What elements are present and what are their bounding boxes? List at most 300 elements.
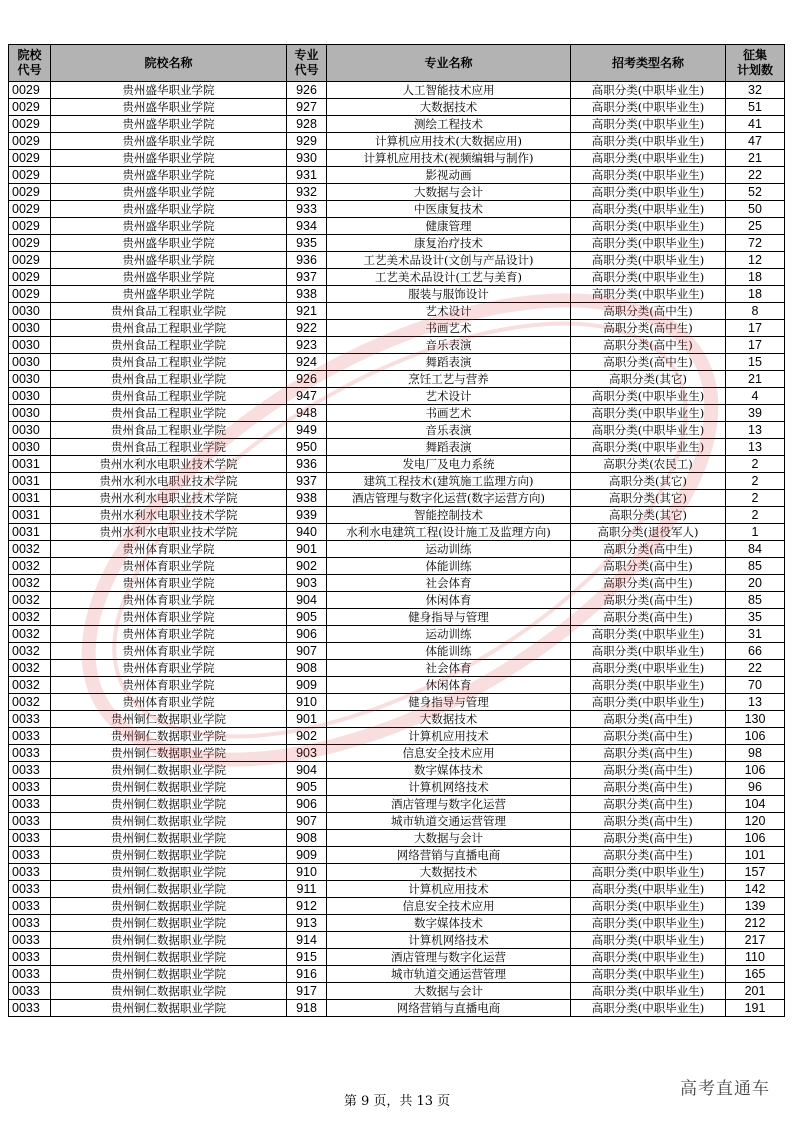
table-row (9, 983, 785, 1000)
school-name-cell: 贵州铜仁数据职业学院 (51, 745, 287, 762)
table-row (9, 201, 785, 218)
major-code-cell: 936 (287, 456, 327, 473)
school-name-cell: 贵州盛华职业学院 (51, 201, 287, 218)
type-name-cell: 高职分类(高中生) (571, 303, 726, 320)
table-row (9, 558, 785, 575)
major-code-cell: 923 (287, 337, 327, 354)
table-row (9, 575, 785, 592)
plan-count-cell: 13 (726, 422, 785, 439)
major-name-cell: 体能训练 (327, 643, 571, 660)
type-name-cell: 高职分类(中职毕业生) (571, 167, 726, 184)
type-name-cell: 高职分类(中职毕业生) (571, 677, 726, 694)
plan-count-cell: 8 (726, 303, 785, 320)
table-row (9, 252, 785, 269)
table-row (9, 150, 785, 167)
school-code-cell: 0031 (9, 524, 51, 541)
table-row (9, 235, 785, 252)
school-code-cell: 0029 (9, 167, 51, 184)
type-name-cell: 高职分类(中职毕业生) (571, 660, 726, 677)
major-name-cell: 舞蹈表演 (327, 439, 571, 456)
major-code-cell: 940 (287, 524, 327, 541)
type-name-cell: 高职分类(高中生) (571, 320, 726, 337)
school-name-cell: 贵州食品工程职业学院 (51, 354, 287, 371)
school-name-cell: 贵州铜仁数据职业学院 (51, 915, 287, 932)
major-code-cell: 901 (287, 541, 327, 558)
school-name-cell: 贵州食品工程职业学院 (51, 371, 287, 388)
school-name-cell: 贵州盛华职业学院 (51, 252, 287, 269)
plan-count-cell: 32 (726, 82, 785, 99)
major-name-cell: 信息安全技术应用 (327, 745, 571, 762)
table-row (9, 456, 785, 473)
school-name-cell: 贵州盛华职业学院 (51, 235, 287, 252)
table-row (9, 218, 785, 235)
type-name-cell: 高职分类(高中生) (571, 830, 726, 847)
major-code-cell: 926 (287, 371, 327, 388)
school-code-cell: 0033 (9, 983, 51, 1000)
major-code-cell: 903 (287, 575, 327, 592)
major-code-cell: 924 (287, 354, 327, 371)
type-name-cell: 高职分类(中职毕业生) (571, 1000, 726, 1017)
major-name-cell: 计算机应用技术 (327, 728, 571, 745)
major-name-cell: 音乐表演 (327, 422, 571, 439)
major-name-cell: 大数据与会计 (327, 184, 571, 201)
major-name-cell: 健康管理 (327, 218, 571, 235)
type-name-cell: 高职分类(中职毕业生) (571, 949, 726, 966)
school-name-cell: 贵州食品工程职业学院 (51, 337, 287, 354)
school-name-cell: 贵州盛华职业学院 (51, 133, 287, 150)
school-code-cell: 0029 (9, 99, 51, 116)
table-row (9, 881, 785, 898)
school-code-cell: 0032 (9, 643, 51, 660)
plan-count-cell: 106 (726, 762, 785, 779)
major-name-cell: 健身指导与管理 (327, 694, 571, 711)
major-name-cell: 测绘工程技术 (327, 116, 571, 133)
school-code-cell: 0032 (9, 626, 51, 643)
major-name-cell: 音乐表演 (327, 337, 571, 354)
school-name-cell: 贵州铜仁数据职业学院 (51, 932, 287, 949)
school-code-cell: 0029 (9, 252, 51, 269)
table-row (9, 609, 785, 626)
plan-count-cell: 2 (726, 490, 785, 507)
major-name-cell: 休闲体育 (327, 677, 571, 694)
table-row (9, 82, 785, 99)
school-name-cell: 贵州盛华职业学院 (51, 167, 287, 184)
plan-count-cell: 142 (726, 881, 785, 898)
plan-count-cell: 110 (726, 949, 785, 966)
table-row (9, 541, 785, 558)
school-code-cell: 0029 (9, 218, 51, 235)
major-code-cell: 913 (287, 915, 327, 932)
school-code-cell: 0029 (9, 269, 51, 286)
school-code-cell: 0033 (9, 1000, 51, 1017)
major-code-cell: 927 (287, 99, 327, 116)
major-code-cell: 916 (287, 966, 327, 983)
school-code-cell: 0032 (9, 694, 51, 711)
major-code-cell: 934 (287, 218, 327, 235)
school-name-cell: 贵州铜仁数据职业学院 (51, 847, 287, 864)
table-row (9, 286, 785, 303)
school-name-cell: 贵州食品工程职业学院 (51, 439, 287, 456)
major-code-cell: 947 (287, 388, 327, 405)
school-name-cell: 贵州铜仁数据职业学院 (51, 762, 287, 779)
major-code-cell: 918 (287, 1000, 327, 1017)
school-name-cell: 贵州铜仁数据职业学院 (51, 813, 287, 830)
major-code-cell: 907 (287, 643, 327, 660)
type-name-cell: 高职分类(高中生) (571, 813, 726, 830)
school-code-cell: 0029 (9, 201, 51, 218)
type-name-cell: 高职分类(中职毕业生) (571, 99, 726, 116)
plan-count-cell: 31 (726, 626, 785, 643)
table-row (9, 507, 785, 524)
major-code-cell: 938 (287, 490, 327, 507)
school-name-cell: 贵州水利水电职业技术学院 (51, 473, 287, 490)
major-code-cell: 904 (287, 592, 327, 609)
school-name-cell: 贵州水利水电职业技术学院 (51, 507, 287, 524)
plan-count-cell: 66 (726, 643, 785, 660)
school-code-cell: 0029 (9, 82, 51, 99)
major-code-cell: 909 (287, 847, 327, 864)
major-name-cell: 城市轨道交通运营管理 (327, 813, 571, 830)
table-body (9, 82, 785, 1017)
major-name-cell: 运动训练 (327, 541, 571, 558)
header-type-name: 招考类型名称 (571, 45, 726, 82)
school-code-cell: 0033 (9, 762, 51, 779)
type-name-cell: 高职分类(中职毕业生) (571, 150, 726, 167)
plan-count-cell: 22 (726, 660, 785, 677)
table-row (9, 830, 785, 847)
major-code-cell: 948 (287, 405, 327, 422)
table-row (9, 694, 785, 711)
major-code-cell: 914 (287, 932, 327, 949)
plan-count-cell: 2 (726, 473, 785, 490)
major-code-cell: 929 (287, 133, 327, 150)
table-row (9, 337, 785, 354)
plan-count-cell: 47 (726, 133, 785, 150)
type-name-cell: 高职分类(其它) (571, 473, 726, 490)
header-school-code: 院校 代号 (9, 45, 51, 82)
plan-count-cell: 17 (726, 337, 785, 354)
major-code-cell: 936 (287, 252, 327, 269)
school-code-cell: 0033 (9, 813, 51, 830)
major-code-cell: 906 (287, 796, 327, 813)
table-row (9, 949, 785, 966)
table-row (9, 167, 785, 184)
plan-count-cell: 12 (726, 252, 785, 269)
major-code-cell: 910 (287, 694, 327, 711)
major-name-cell: 运动训练 (327, 626, 571, 643)
major-code-cell: 937 (287, 473, 327, 490)
major-code-cell: 907 (287, 813, 327, 830)
header-plan-count: 征集 计划数 (726, 45, 785, 82)
major-code-cell: 911 (287, 881, 327, 898)
school-name-cell: 贵州盛华职业学院 (51, 116, 287, 133)
table-row (9, 439, 785, 456)
table-row (9, 745, 785, 762)
plan-count-cell: 98 (726, 745, 785, 762)
type-name-cell: 高职分类(中职毕业生) (571, 388, 726, 405)
major-code-cell: 950 (287, 439, 327, 456)
type-name-cell: 高职分类(中职毕业生) (571, 983, 726, 1000)
table-row (9, 643, 785, 660)
plan-count-cell: 85 (726, 592, 785, 609)
type-name-cell: 高职分类(高中生) (571, 728, 726, 745)
type-name-cell: 高职分类(高中生) (571, 354, 726, 371)
school-code-cell: 0033 (9, 745, 51, 762)
plan-count-cell: 191 (726, 1000, 785, 1017)
school-code-cell: 0032 (9, 558, 51, 575)
type-name-cell: 高职分类(中职毕业生) (571, 422, 726, 439)
school-name-cell: 贵州体育职业学院 (51, 575, 287, 592)
major-name-cell: 建筑工程技术(建筑施工监理方向) (327, 473, 571, 490)
major-name-cell: 工艺美术品设计(文创与产品设计) (327, 252, 571, 269)
major-name-cell: 艺术设计 (327, 388, 571, 405)
table-row (9, 303, 785, 320)
table-row (9, 354, 785, 371)
school-code-cell: 0030 (9, 388, 51, 405)
school-code-cell: 0030 (9, 405, 51, 422)
plan-count-cell: 1 (726, 524, 785, 541)
major-code-cell: 902 (287, 558, 327, 575)
table-row (9, 133, 785, 150)
major-name-cell: 工艺美术品设计(工艺与美育) (327, 269, 571, 286)
major-code-cell: 922 (287, 320, 327, 337)
school-code-cell: 0033 (9, 830, 51, 847)
school-name-cell: 贵州铜仁数据职业学院 (51, 711, 287, 728)
school-name-cell: 贵州体育职业学院 (51, 643, 287, 660)
header-school-name: 院校名称 (51, 45, 287, 82)
table-row (9, 320, 785, 337)
major-name-cell: 艺术设计 (327, 303, 571, 320)
major-code-cell: 931 (287, 167, 327, 184)
major-name-cell: 大数据技术 (327, 99, 571, 116)
major-name-cell: 计算机网络技术 (327, 932, 571, 949)
table-row (9, 422, 785, 439)
major-name-cell: 酒店管理与数字化运营 (327, 796, 571, 813)
plan-count-cell: 106 (726, 830, 785, 847)
plan-count-cell: 84 (726, 541, 785, 558)
plan-count-cell: 70 (726, 677, 785, 694)
plan-count-cell: 2 (726, 456, 785, 473)
major-code-cell: 933 (287, 201, 327, 218)
major-code-cell: 909 (287, 677, 327, 694)
school-name-cell: 贵州铜仁数据职业学院 (51, 983, 287, 1000)
plan-count-cell: 18 (726, 286, 785, 303)
school-name-cell: 贵州食品工程职业学院 (51, 388, 287, 405)
school-code-cell: 0033 (9, 796, 51, 813)
major-name-cell: 网络营销与直播电商 (327, 1000, 571, 1017)
school-code-cell: 0031 (9, 507, 51, 524)
major-name-cell: 城市轨道交通运营管理 (327, 966, 571, 983)
type-name-cell: 高职分类(中职毕业生) (571, 116, 726, 133)
major-code-cell: 908 (287, 830, 327, 847)
type-name-cell: 高职分类(中职毕业生) (571, 966, 726, 983)
table-row (9, 473, 785, 490)
major-name-cell: 数字媒体技术 (327, 915, 571, 932)
school-name-cell: 贵州铜仁数据职业学院 (51, 1000, 287, 1017)
school-name-cell: 贵州铜仁数据职业学院 (51, 796, 287, 813)
type-name-cell: 高职分类(中职毕业生) (571, 286, 726, 303)
school-name-cell: 贵州食品工程职业学院 (51, 405, 287, 422)
school-code-cell: 0033 (9, 711, 51, 728)
type-name-cell: 高职分类(高中生) (571, 779, 726, 796)
plan-count-cell: 165 (726, 966, 785, 983)
plan-count-cell: 18 (726, 269, 785, 286)
major-code-cell: 932 (287, 184, 327, 201)
major-name-cell: 计算机网络技术 (327, 779, 571, 796)
plan-count-cell: 22 (726, 167, 785, 184)
table-row (9, 677, 785, 694)
major-name-cell: 书画艺术 (327, 405, 571, 422)
plan-count-cell: 51 (726, 99, 785, 116)
plan-count-cell: 104 (726, 796, 785, 813)
major-name-cell: 人工智能技术应用 (327, 82, 571, 99)
school-code-cell: 0033 (9, 779, 51, 796)
type-name-cell: 高职分类(中职毕业生) (571, 881, 726, 898)
school-code-cell: 0029 (9, 286, 51, 303)
type-name-cell: 高职分类(中职毕业生) (571, 133, 726, 150)
school-code-cell: 0031 (9, 456, 51, 473)
major-code-cell: 949 (287, 422, 327, 439)
school-code-cell: 0033 (9, 949, 51, 966)
school-code-cell: 0032 (9, 541, 51, 558)
major-code-cell: 903 (287, 745, 327, 762)
major-code-cell: 905 (287, 779, 327, 796)
school-name-cell: 贵州体育职业学院 (51, 541, 287, 558)
type-name-cell: 高职分类(高中生) (571, 575, 726, 592)
major-name-cell: 信息安全技术应用 (327, 898, 571, 915)
enrollment-plan-table (8, 44, 785, 1017)
major-name-cell: 社会体育 (327, 575, 571, 592)
major-code-cell: 926 (287, 82, 327, 99)
page-number: 第 9 页，共 13 页 (343, 1094, 451, 1109)
major-name-cell: 休闲体育 (327, 592, 571, 609)
major-name-cell: 大数据技术 (327, 711, 571, 728)
school-code-cell: 0030 (9, 303, 51, 320)
major-code-cell: 906 (287, 626, 327, 643)
table-row (9, 388, 785, 405)
table-header-row (9, 45, 785, 82)
school-code-cell: 0032 (9, 575, 51, 592)
table-row (9, 269, 785, 286)
major-name-cell: 酒店管理与数字化运营(数字运营方向) (327, 490, 571, 507)
plan-count-cell: 35 (726, 609, 785, 626)
major-name-cell: 计算机应用技术(视频编辑与制作) (327, 150, 571, 167)
school-code-cell: 0032 (9, 609, 51, 626)
table-row (9, 524, 785, 541)
major-code-cell: 902 (287, 728, 327, 745)
type-name-cell: 高职分类(中职毕业生) (571, 694, 726, 711)
school-code-cell: 0032 (9, 660, 51, 677)
header-major-name: 专业名称 (327, 45, 571, 82)
header-major-code: 专业 代号 (287, 45, 327, 82)
school-name-cell: 贵州铜仁数据职业学院 (51, 830, 287, 847)
type-name-cell: 高职分类(中职毕业生) (571, 864, 726, 881)
table-row (9, 966, 785, 983)
plan-count-cell: 201 (726, 983, 785, 1000)
type-name-cell: 高职分类(中职毕业生) (571, 235, 726, 252)
school-name-cell: 贵州食品工程职业学院 (51, 320, 287, 337)
school-code-cell: 0033 (9, 728, 51, 745)
school-code-cell: 0030 (9, 337, 51, 354)
type-name-cell: 高职分类(高中生) (571, 745, 726, 762)
plan-count-cell: 212 (726, 915, 785, 932)
table-row (9, 711, 785, 728)
school-name-cell: 贵州体育职业学院 (51, 626, 287, 643)
school-code-cell: 0033 (9, 915, 51, 932)
school-code-cell: 0029 (9, 150, 51, 167)
major-name-cell: 健身指导与管理 (327, 609, 571, 626)
school-name-cell: 贵州铜仁数据职业学院 (51, 949, 287, 966)
school-code-cell: 0030 (9, 422, 51, 439)
major-code-cell: 938 (287, 286, 327, 303)
table-row (9, 626, 785, 643)
school-name-cell: 贵州盛华职业学院 (51, 82, 287, 99)
type-name-cell: 高职分类(高中生) (571, 847, 726, 864)
school-code-cell: 0032 (9, 677, 51, 694)
type-name-cell: 高职分类(高中生) (571, 711, 726, 728)
type-name-cell: 高职分类(中职毕业生) (571, 218, 726, 235)
type-name-cell: 高职分类(中职毕业生) (571, 252, 726, 269)
major-name-cell: 酒店管理与数字化运营 (327, 949, 571, 966)
school-name-cell: 贵州水利水电职业技术学院 (51, 456, 287, 473)
major-code-cell: 937 (287, 269, 327, 286)
major-name-cell: 大数据技术 (327, 864, 571, 881)
plan-count-cell: 52 (726, 184, 785, 201)
table-row (9, 1000, 785, 1017)
major-code-cell: 921 (287, 303, 327, 320)
major-name-cell: 社会体育 (327, 660, 571, 677)
major-name-cell: 计算机应用技术(大数据应用) (327, 133, 571, 150)
plan-count-cell: 41 (726, 116, 785, 133)
table-row (9, 898, 785, 915)
school-name-cell: 贵州水利水电职业技术学院 (51, 490, 287, 507)
school-code-cell: 0030 (9, 320, 51, 337)
table-row (9, 99, 785, 116)
school-name-cell: 贵州水利水电职业技术学院 (51, 524, 287, 541)
type-name-cell: 高职分类(中职毕业生) (571, 915, 726, 932)
major-name-cell: 大数据与会计 (327, 830, 571, 847)
major-name-cell: 水利水电建筑工程(设计施工及监理方向) (327, 524, 571, 541)
type-name-cell: 高职分类(高中生) (571, 558, 726, 575)
school-name-cell: 贵州铜仁数据职业学院 (51, 881, 287, 898)
major-name-cell: 影视动画 (327, 167, 571, 184)
table-row (9, 932, 785, 949)
major-name-cell: 发电厂及电力系统 (327, 456, 571, 473)
table-row (9, 864, 785, 881)
type-name-cell: 高职分类(高中生) (571, 592, 726, 609)
school-code-cell: 0029 (9, 116, 51, 133)
major-code-cell: 904 (287, 762, 327, 779)
table-row (9, 796, 785, 813)
plan-count-cell: 96 (726, 779, 785, 796)
school-name-cell: 贵州铜仁数据职业学院 (51, 779, 287, 796)
major-code-cell: 930 (287, 150, 327, 167)
table-row (9, 592, 785, 609)
major-code-cell: 928 (287, 116, 327, 133)
plan-count-cell: 101 (726, 847, 785, 864)
plan-count-cell: 25 (726, 218, 785, 235)
major-code-cell: 917 (287, 983, 327, 1000)
school-name-cell: 贵州盛华职业学院 (51, 269, 287, 286)
plan-count-cell: 120 (726, 813, 785, 830)
plan-count-cell: 106 (726, 728, 785, 745)
plan-count-cell: 21 (726, 150, 785, 167)
school-name-cell: 贵州盛华职业学院 (51, 218, 287, 235)
plan-count-cell: 15 (726, 354, 785, 371)
plan-count-cell: 4 (726, 388, 785, 405)
major-name-cell: 数字媒体技术 (327, 762, 571, 779)
type-name-cell: 高职分类(农民工) (571, 456, 726, 473)
